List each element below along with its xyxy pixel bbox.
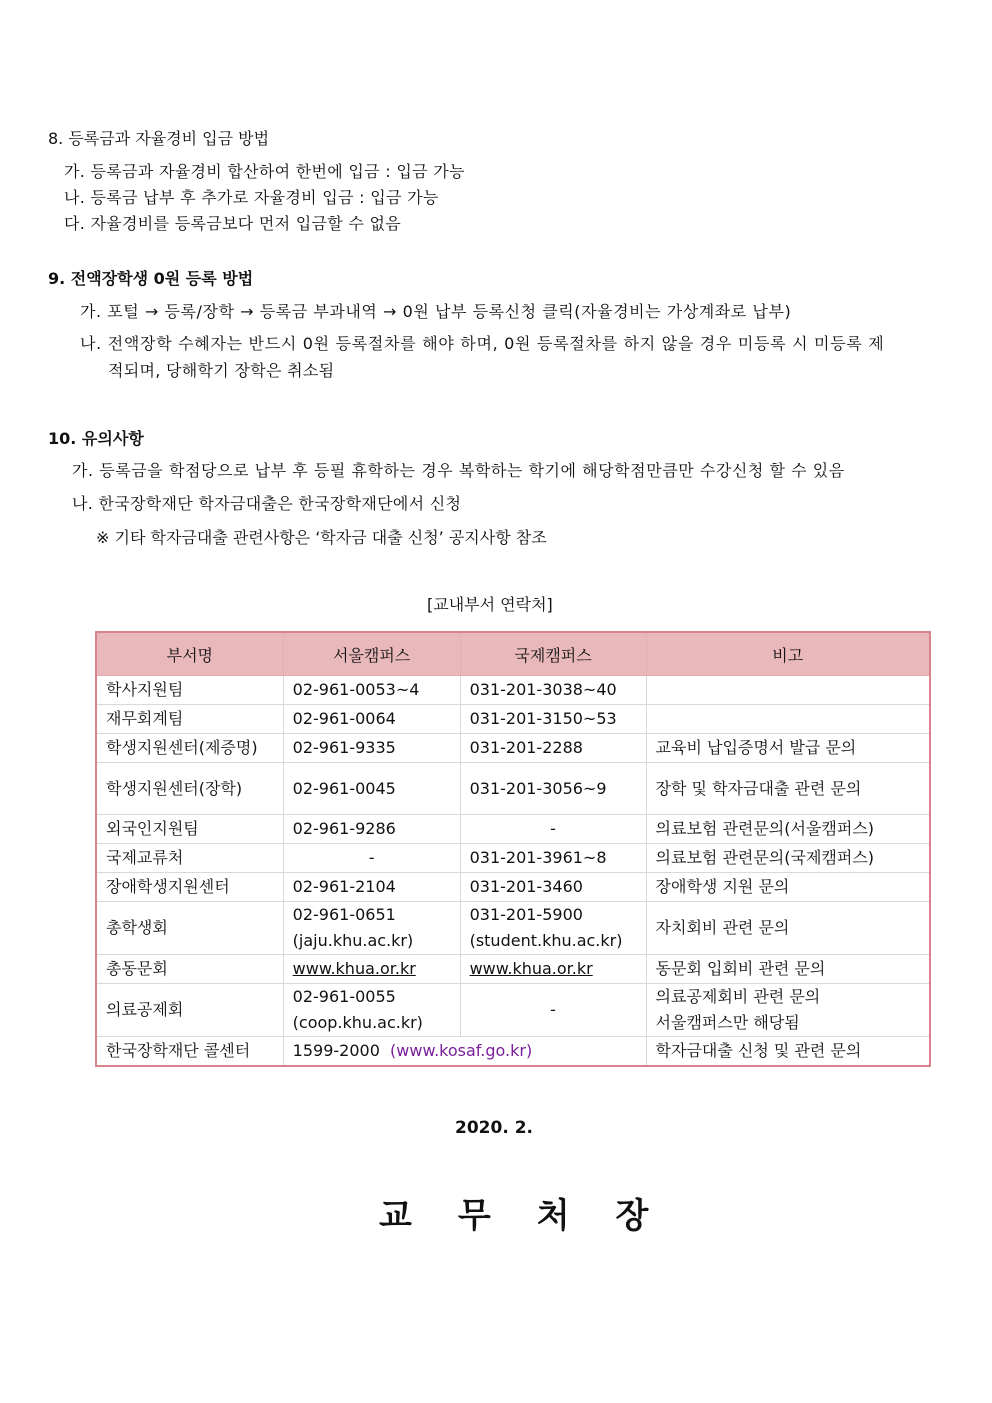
cell-global: 031-201-3150~53 [460, 705, 646, 734]
cell-note [646, 705, 929, 734]
cell-dept: 학생지원센터(장학) [97, 763, 284, 815]
section-10-item-1: 가. 등록금을 학점당으로 납부 후 등필 휴학하는 경우 복학하는 학기에 해당학점만큼만 수강신청 할 수 있음 [72, 461, 845, 480]
cell-dept: 학사지원팀 [97, 676, 284, 705]
header-seoul: 서울캠퍼스 [283, 633, 460, 676]
cell-seoul: - [283, 844, 460, 873]
section-10-item-2: 나. 한국장학재단 학자금대출은 한국장학재단에서 신청 [72, 494, 462, 513]
cell-note: 장애학생 지원 문의 [646, 873, 929, 902]
cell-dept: 총동문회 [97, 955, 284, 984]
cell-seoul-phone: 02-961-0055 [292, 987, 396, 1006]
table-row [97, 734, 930, 763]
cell-note: 의료보험 관련문의(국제캠퍼스) [646, 844, 929, 873]
section-8-item-2: 나. 등록금 납부 후 추가로 자율경비 입금 : 입금 가능 [64, 188, 439, 207]
table-row [97, 705, 930, 734]
callcenter-phone: 1599-2000 [292, 1041, 380, 1060]
cell-note: 동문회 입회비 관련 문의 [646, 955, 929, 984]
cell-seoul-phone: 02-961-0651 [292, 905, 396, 924]
cell-note-line2: 서울캠퍼스만 해당됨 [655, 1013, 800, 1032]
cell-global: 031-201-3038~40 [460, 676, 646, 705]
cell-seoul [283, 955, 460, 984]
cell-global-phone: 031-201-5900 [469, 905, 583, 924]
cell-dept: 학생지원센터(제증명) [97, 734, 284, 763]
table-row [97, 873, 930, 902]
cell-note: 장학 및 학자금대출 관련 문의 [646, 763, 929, 815]
cell-seoul: 02-961-0045 [283, 763, 460, 815]
cell-note: 자치회비 관련 문의 [646, 902, 929, 955]
cell-note: 학자금대출 신청 및 관련 문의 [646, 1037, 929, 1066]
table-row [97, 676, 930, 705]
cell-dept: 재무회계팀 [97, 705, 284, 734]
table-row [97, 763, 930, 815]
cell-global: 031-201-3460 [460, 873, 646, 902]
table-row [97, 902, 930, 955]
cell-note-line1: 의료공제회비 관련 문의 [655, 987, 821, 1006]
table-row [97, 984, 930, 1037]
section-9-title: 9. 전액장학생 0원 등록 방법 [48, 269, 254, 288]
signature: 교무처장 [379, 1196, 695, 1236]
document-date: 2020. 2. [455, 1118, 533, 1138]
cell-seoul [283, 902, 460, 955]
cell-global [460, 955, 646, 984]
cell-seoul-site: (coop.khu.ac.kr) [292, 1013, 423, 1032]
cell-global: - [460, 984, 646, 1037]
table-row [97, 1037, 930, 1066]
section-8-title: 8. 등록금과 자율경비 입금 방법 [48, 129, 270, 148]
kosaf-link[interactable]: (www.kosaf.go.kr) [390, 1041, 533, 1060]
cell-callcenter [283, 1037, 646, 1066]
alumni-link-seoul[interactable]: www.khua.or.kr [292, 959, 416, 978]
cell-global-site: (student.khu.ac.kr) [469, 931, 623, 950]
cell-note: 교육비 납입증명서 발급 문의 [646, 734, 929, 763]
cell-note: 의료보험 관련문의(서울캠퍼스) [646, 815, 929, 844]
table-caption: [교내부서 연락처] [427, 595, 553, 614]
header-note: 비고 [646, 633, 929, 676]
cell-note [646, 676, 929, 705]
header-dept: 부서명 [97, 633, 284, 676]
header-global: 국제캠퍼스 [460, 633, 646, 676]
contacts-table [96, 632, 930, 1066]
cell-seoul: 02-961-0053~4 [283, 676, 460, 705]
section-8-item-3: 다. 자율경비를 등록금보다 먼저 입금할 수 없음 [64, 214, 402, 233]
table-row [97, 815, 930, 844]
cell-seoul: 02-961-0064 [283, 705, 460, 734]
table-header-row [97, 633, 930, 676]
section-9-item-2-cont: 적되며, 당해학기 장학은 취소됨 [108, 361, 335, 380]
alumni-link-global[interactable]: www.khua.or.kr [469, 959, 593, 978]
cell-dept: 외국인지원팀 [97, 815, 284, 844]
table-row [97, 844, 930, 873]
cell-dept: 국제교류처 [97, 844, 284, 873]
cell-dept: 한국장학재단 콜센터 [97, 1037, 284, 1066]
cell-seoul: 02-961-9335 [283, 734, 460, 763]
cell-global: 031-201-2288 [460, 734, 646, 763]
table-row [97, 955, 930, 984]
section-9-item-2: 나. 전액장학 수혜자는 반드시 0원 등록절차를 해야 하며, 0원 등록절차를 하지 않을 경우 미등록 시 미등록 제 [80, 334, 885, 353]
cell-dept: 의료공제회 [97, 984, 284, 1037]
cell-note [646, 984, 929, 1037]
section-9-item-1: 가. 포털 → 등록/장학 → 등록금 부과내역 → 0원 납부 등록신청 클릭(자율경비는 가상계좌로 납부) [80, 302, 792, 321]
cell-seoul: 02-961-2104 [283, 873, 460, 902]
cell-seoul-site: (jaju.khu.ac.kr) [292, 931, 414, 950]
cell-dept: 장애학생지원센터 [97, 873, 284, 902]
cell-global [460, 902, 646, 955]
cell-global: 031-201-3056~9 [460, 763, 646, 815]
section-10-note: ※ 기타 학자금대출 관련사항은 ‘학자금 대출 신청’ 공지사항 참조 [96, 528, 547, 547]
cell-seoul: 02-961-9286 [283, 815, 460, 844]
section-10-title: 10. 유의사항 [48, 429, 144, 448]
cell-seoul [283, 984, 460, 1037]
cell-global: 031-201-3961~8 [460, 844, 646, 873]
cell-dept: 총학생회 [97, 902, 284, 955]
cell-global: - [460, 815, 646, 844]
section-8-item-1: 가. 등록금과 자율경비 합산하여 한번에 입금 : 입금 가능 [64, 162, 465, 181]
